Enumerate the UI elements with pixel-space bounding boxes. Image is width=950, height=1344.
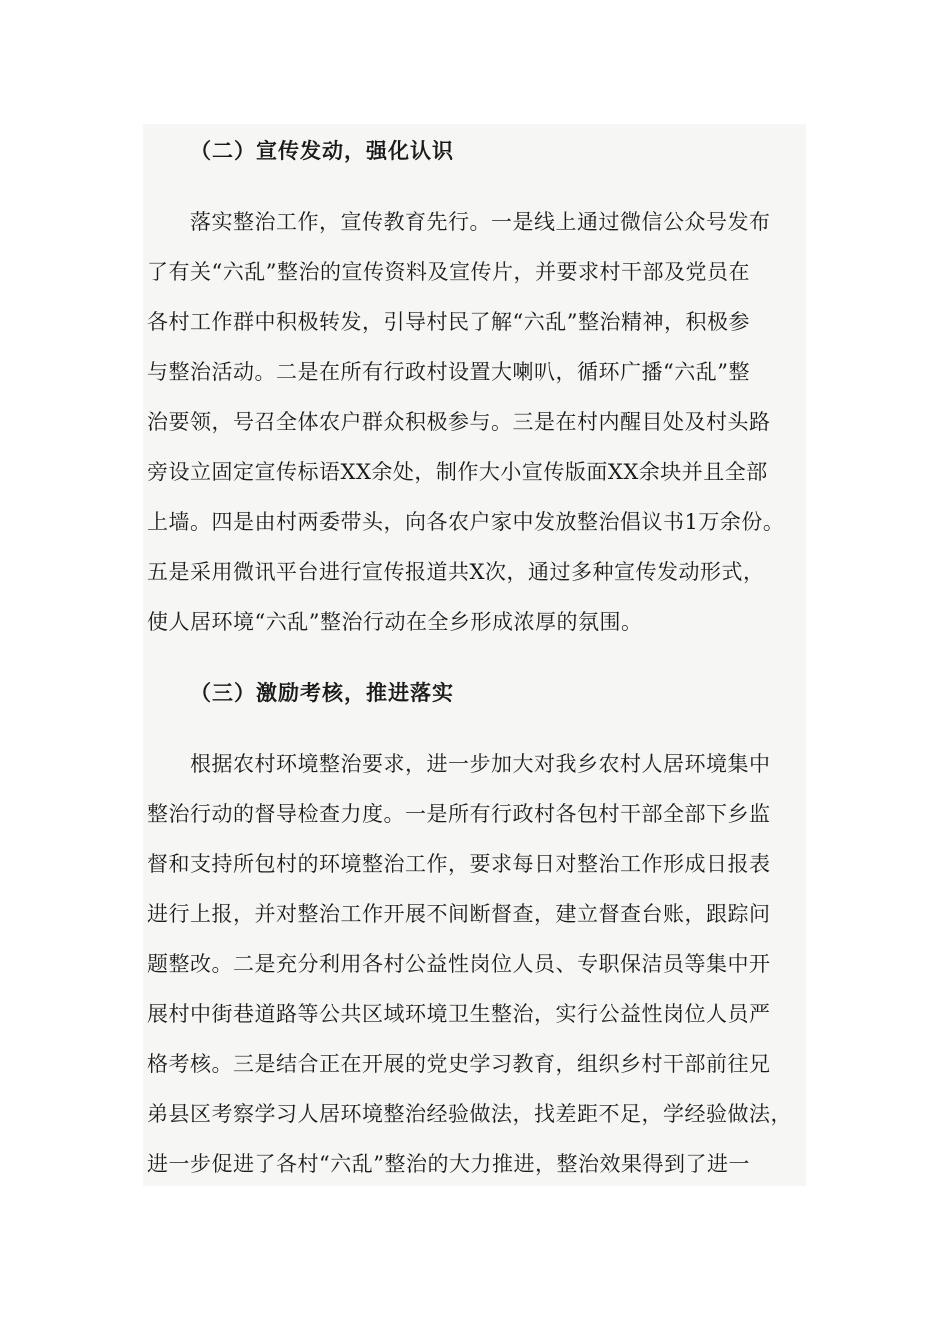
paragraph-line: 整治行动的督导检查力度。一是所有行政村各包村干部全部下乡监: [147, 802, 771, 826]
paragraph-line: 弟县区考察学习人居环境整治经验做法，找差距不足，学经验做法，: [147, 1102, 792, 1126]
section-heading-publicity: （二）宣传发动，强化认识: [190, 138, 454, 163]
paragraph-line: 落实整治工作，宣传教育先行。一是线上通过微信公众号发布: [190, 210, 771, 234]
paragraph-line: 格考核。三是结合正在开展的党史学习教育，组织乡村干部前往兄: [147, 1052, 771, 1076]
paragraph-line: 各村工作群中积极转发，引导村民了解“六乱”整治精神，积极参: [147, 310, 750, 334]
paragraph-line: 了有关“六乱”整治的宣传资料及宣传片，并要求村干部及党员在: [147, 260, 750, 284]
paragraph-line: 五是采用微讯平台进行宣传报道共X次，通过多种宣传发动形式，: [147, 560, 765, 584]
paragraph-line: 题整改。二是充分利用各村公益性岗位人员、专职保洁员等集中开: [147, 952, 771, 976]
paragraph-line: 使人居环境“六乱”整治行动在全乡形成浓厚的氛围。: [147, 610, 643, 634]
paragraph-line: 根据农村环境整治要求，进一步加大对我乡农村人居环境集中: [190, 752, 771, 776]
paragraph-line: 与整治活动。二是在所有行政村设置大喇叭，循环广播“六乱”整: [147, 360, 750, 384]
paragraph-line: 上墙。四是由村两委带头，向各农户家中发放整治倡议书1万余份。: [147, 510, 785, 534]
paragraph-line: 督和支持所包村的环境整治工作，要求每日对整治工作形成日报表: [147, 852, 771, 876]
paragraph-line: 治要领，号召全体农户群众积极参与。三是在村内醒目处及村头路: [147, 410, 771, 434]
paragraph-line: 旁设立固定宣传标语XX余处，制作大小宣传版面XX余块并且全部: [147, 460, 768, 484]
section-heading-assessment: （三）激励考核，推进落实: [190, 680, 454, 705]
paragraph-line: 进一步促进了各村“六乱”整治的大力推进，整治效果得到了进一: [147, 1152, 750, 1176]
paragraph-line: 展村中街巷道路等公共区域环境卫生整治，实行公益性岗位人员严: [147, 1002, 771, 1026]
paragraph-line: 进行上报，并对整治工作开展不间断督查，建立督查台账，跟踪问: [147, 902, 771, 926]
